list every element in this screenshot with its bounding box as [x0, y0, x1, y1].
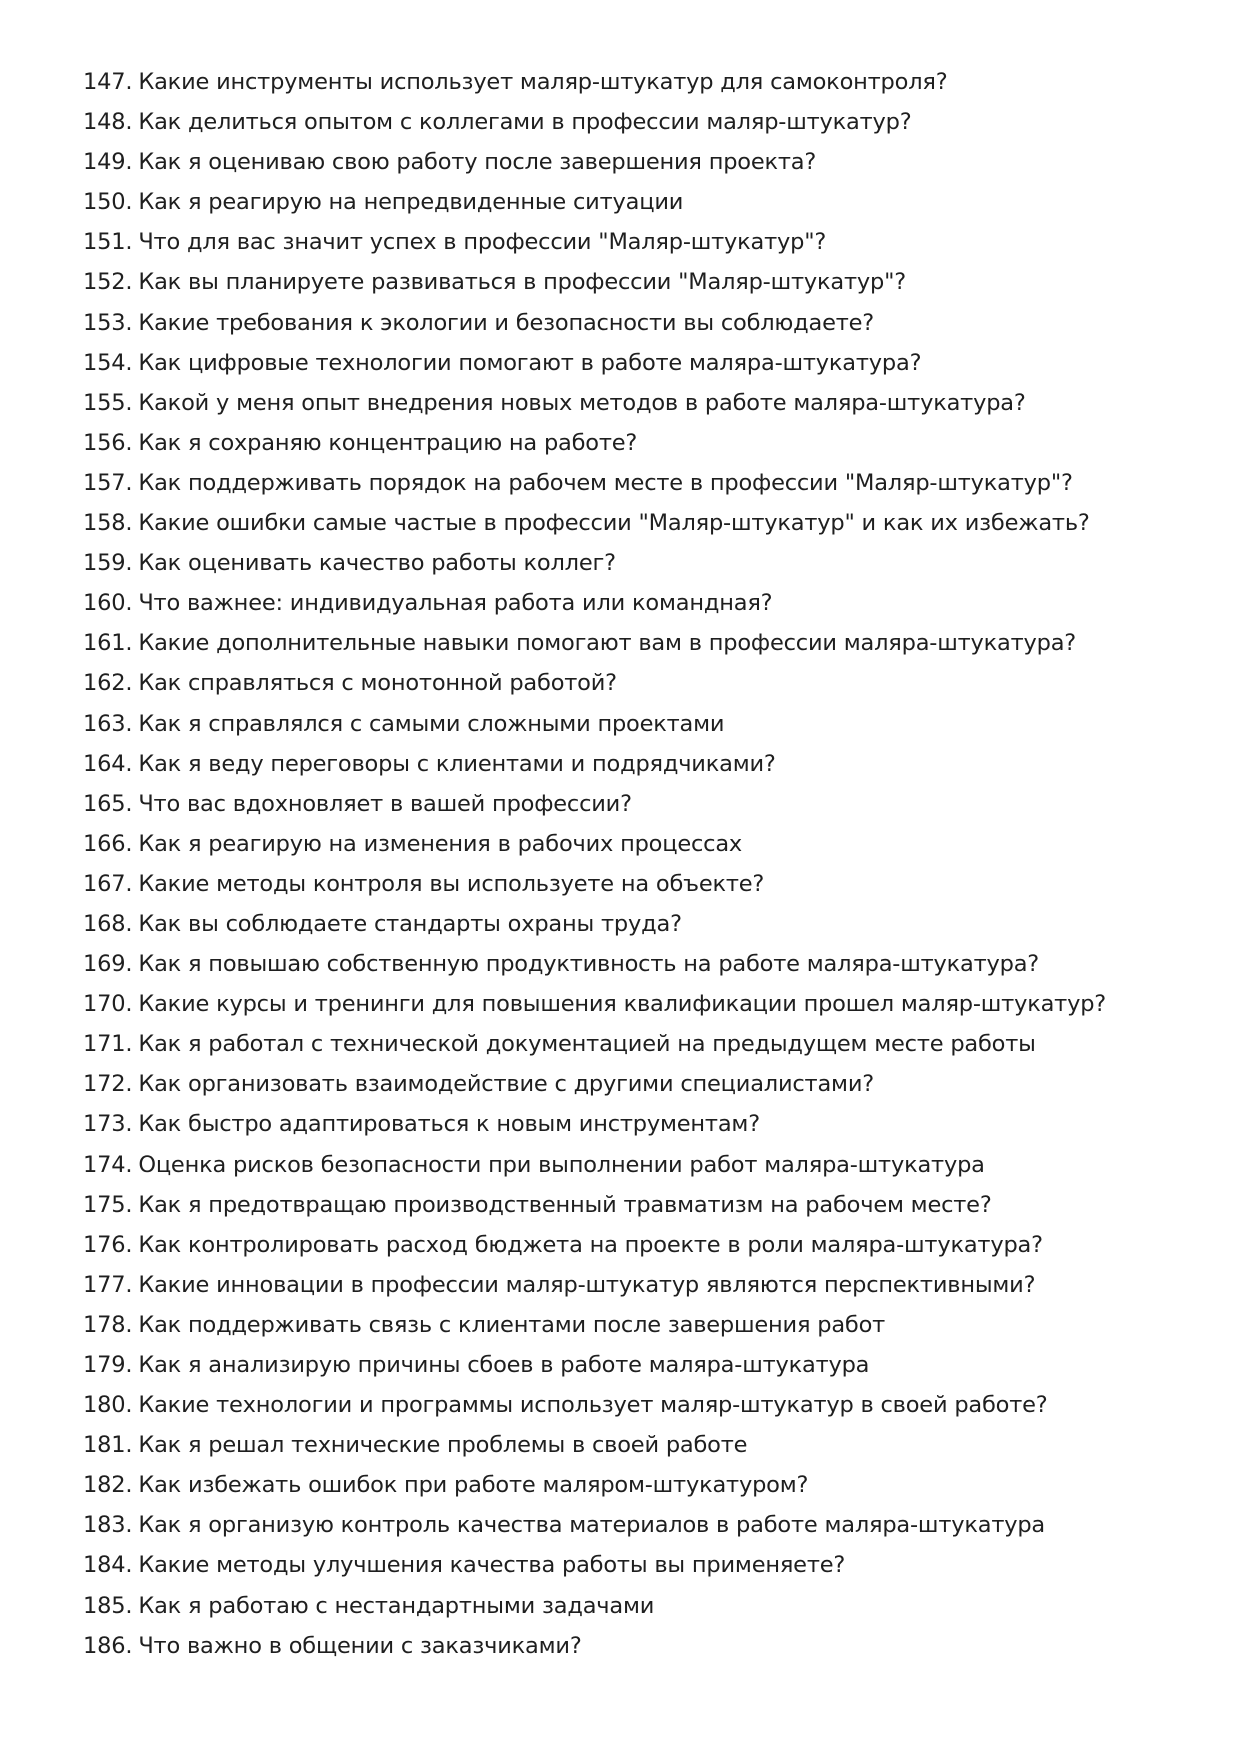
- item-number: 152.: [83, 269, 133, 296]
- item-number: 162.: [83, 670, 133, 697]
- item-number: 174.: [83, 1151, 133, 1178]
- list-item: [83, 222, 1183, 262]
- item-text: Какие требования к экологии и безопасности вы соблюдаете?: [138, 309, 875, 336]
- item-number: 168.: [83, 910, 133, 937]
- item-number: 155.: [83, 389, 133, 416]
- item-text: Что важно в общении с заказчиками?: [138, 1632, 582, 1659]
- item-number: 164.: [83, 750, 133, 777]
- list-item: [83, 1104, 1183, 1144]
- list-item: [83, 1385, 1183, 1425]
- list-item: [83, 984, 1183, 1024]
- list-item: [83, 262, 1183, 302]
- list-item: [83, 1505, 1183, 1545]
- list-item: [83, 1265, 1183, 1305]
- item-number: 177.: [83, 1271, 133, 1298]
- item-text: Что вас вдохновляет в вашей профессии?: [138, 790, 632, 817]
- list-item: [83, 543, 1183, 583]
- item-number: 183.: [83, 1512, 133, 1539]
- item-number: 166.: [83, 830, 133, 857]
- item-number: 179.: [83, 1352, 133, 1378]
- item-text: Как делиться опытом с коллегами в профессии маляр-штукатур?: [138, 109, 912, 136]
- list-item: [83, 864, 1183, 904]
- item-number: 176.: [83, 1231, 133, 1258]
- list-item: [83, 663, 1183, 703]
- item-text: Какие курсы и тренинги для повышения квалификации прошел маляр-штукатур?: [138, 991, 1107, 1018]
- item-number: 182.: [83, 1472, 133, 1499]
- item-number: 147.: [83, 69, 133, 95]
- item-number: 180.: [83, 1392, 133, 1419]
- item-text: Как я решал технические проблемы в своей работе: [138, 1432, 748, 1459]
- list-item: [83, 1145, 1183, 1185]
- list-item: [83, 303, 1183, 343]
- item-text: Как я веду переговоры с клиентами и подрядчиками?: [138, 750, 776, 777]
- item-number: 171.: [83, 1031, 133, 1058]
- item-number: 163.: [83, 710, 133, 737]
- list-item: [83, 142, 1183, 182]
- item-text: Оценка рисков безопасности при выполнении работ маляра-штукатура: [138, 1151, 985, 1178]
- item-number: 169.: [83, 951, 133, 978]
- item-text: Как я реагирую на непредвиденные ситуации: [138, 189, 684, 216]
- item-number: 170.: [83, 991, 133, 1018]
- list-item: [83, 1064, 1183, 1104]
- item-number: 161.: [83, 630, 133, 657]
- item-text: Как я анализирую причины сбоев в работе маляра-штукатура: [138, 1352, 870, 1378]
- item-number: 186.: [83, 1632, 133, 1659]
- item-text: Какие методы контроля вы используете на объекте?: [138, 870, 765, 897]
- item-number: 167.: [83, 870, 133, 897]
- list-item: [83, 1185, 1183, 1225]
- item-text: Как избежать ошибок при работе маляром-штукатуром?: [138, 1472, 809, 1499]
- item-number: 150.: [83, 189, 133, 216]
- list-item: [83, 343, 1183, 383]
- list-item: [83, 744, 1183, 784]
- item-text: Как поддерживать связь с клиентами после завершения работ: [138, 1311, 886, 1338]
- list-item: [83, 944, 1183, 984]
- item-number: 184.: [83, 1552, 133, 1579]
- item-number: 154.: [83, 349, 133, 376]
- item-text: Какие методы улучшения качества работы вы применяете?: [138, 1552, 846, 1579]
- item-number: 178.: [83, 1311, 133, 1338]
- item-text: Как цифровые технологии помогают в работе маляра-штукатура?: [138, 349, 922, 376]
- item-number: 160.: [83, 590, 133, 617]
- item-text: Как я сохраняю концентрацию на работе?: [138, 429, 638, 456]
- item-text: Как я предотвращаю производственный травматизм на рабочем месте?: [138, 1191, 992, 1218]
- item-text: Как я работал с технической документацией на предыдущем месте работы: [138, 1031, 1036, 1058]
- item-number: 181.: [83, 1432, 133, 1459]
- item-text: Как вы планируете развиваться в профессии "Маляр-штукатур"?: [138, 269, 906, 296]
- item-text: Что для вас значит успех в профессии "Маляр-штукатур"?: [138, 229, 827, 256]
- item-text: Как я справлялся с самыми сложными проектами: [138, 710, 725, 737]
- item-text: Какие дополнительные навыки помогают вам в профессии маляра-штукатура?: [138, 630, 1077, 657]
- list-item: [83, 824, 1183, 864]
- question-list: [83, 62, 1183, 1666]
- item-number: 156.: [83, 429, 133, 456]
- item-number: 185.: [83, 1592, 133, 1619]
- list-item: [83, 1626, 1183, 1666]
- item-text: Какие инновации в профессии маляр-штукатур являются перспективными?: [138, 1271, 1036, 1298]
- list-item: [83, 1024, 1183, 1064]
- item-text: Как организовать взаимодействие с другими специалистами?: [138, 1071, 874, 1098]
- list-item: [83, 423, 1183, 463]
- list-item: [83, 383, 1183, 423]
- item-text: Как оценивать качество работы коллег?: [138, 550, 616, 577]
- list-item: [83, 1425, 1183, 1465]
- list-item: [83, 1545, 1183, 1585]
- item-text: Как справляться с монотонной работой?: [138, 670, 617, 697]
- list-item: [83, 102, 1183, 142]
- item-text: Как быстро адаптироваться к новым инструментам?: [138, 1111, 760, 1138]
- list-item: [83, 1305, 1183, 1345]
- item-text: Какие ошибки самые частые в профессии "Маляр-штукатур" и как их избежать?: [138, 510, 1090, 537]
- item-number: 159.: [83, 550, 133, 577]
- item-text: Какие технологии и программы использует маляр-штукатур в своей работе?: [138, 1392, 1048, 1419]
- list-item: [83, 1345, 1183, 1385]
- item-number: 165.: [83, 790, 133, 817]
- list-item: [83, 583, 1183, 623]
- item-number: 173.: [83, 1111, 133, 1138]
- list-item: [83, 503, 1183, 543]
- item-number: 158.: [83, 510, 133, 537]
- item-text: Какой у меня опыт внедрения новых методов в работе маляра-штукатура?: [138, 389, 1026, 416]
- list-item: [83, 463, 1183, 503]
- item-text: Как я реагирую на изменения в рабочих процессах: [138, 830, 743, 857]
- list-item: [83, 62, 1183, 102]
- list-item: [83, 623, 1183, 663]
- item-text: Что важнее: индивидуальная работа или командная?: [138, 590, 773, 617]
- list-item: [83, 1225, 1183, 1265]
- list-item: [83, 704, 1183, 744]
- item-text: Как я работаю с нестандартными задачами: [138, 1592, 655, 1619]
- list-item: [83, 904, 1183, 944]
- item-text: Как я организую контроль качества материалов в работе маляра-штукатура: [138, 1512, 1046, 1539]
- item-number: 148.: [83, 109, 133, 136]
- item-number: 151.: [83, 229, 133, 256]
- item-number: 157.: [83, 469, 133, 496]
- item-text: Как контролировать расход бюджета на проекте в роли маляра-штукатура?: [138, 1231, 1043, 1258]
- item-text: Как поддерживать порядок на рабочем месте в профессии "Маляр-штукатур"?: [138, 469, 1073, 496]
- list-item: [83, 182, 1183, 222]
- item-text: Как я повышаю собственную продуктивность на работе маляра-штукатура?: [138, 951, 1040, 978]
- item-number: 149.: [83, 149, 133, 176]
- item-text: Как вы соблюдаете стандарты охраны труда?: [138, 910, 682, 937]
- list-item: [83, 1465, 1183, 1505]
- item-number: 175.: [83, 1191, 133, 1218]
- list-item: [83, 784, 1183, 824]
- item-text: Какие инструменты использует маляр-штукатур для самоконтроля?: [138, 69, 948, 95]
- item-number: 172.: [83, 1071, 133, 1098]
- list-item: [83, 1586, 1183, 1626]
- item-text: Как я оцениваю свою работу после завершения проекта?: [138, 149, 817, 176]
- item-number: 153.: [83, 309, 133, 336]
